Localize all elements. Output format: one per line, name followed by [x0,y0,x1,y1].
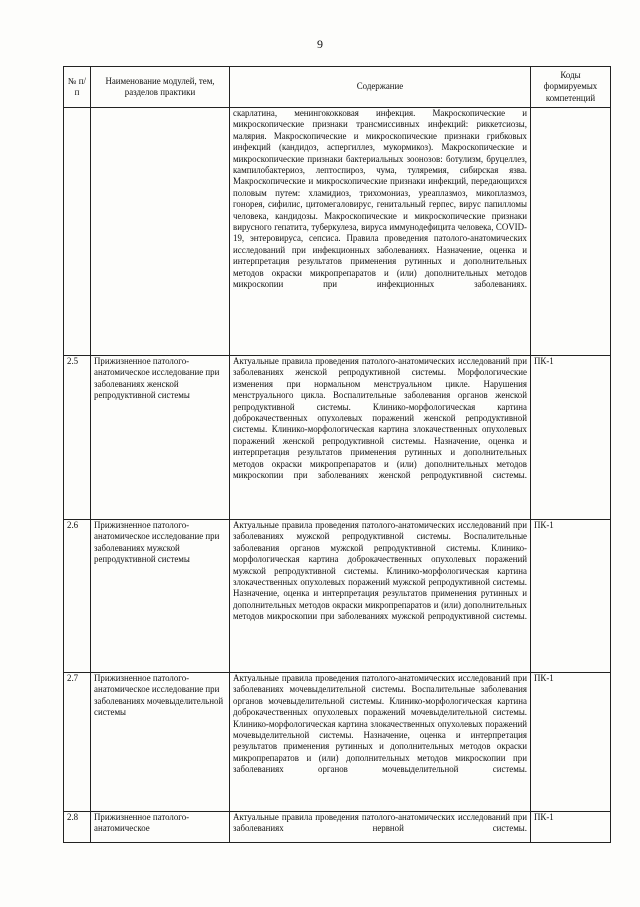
table-row [64,520,611,673]
table-header [64,67,611,108]
row-name: Прижизненное патолого-анатомическое исследование при заболеваниях женской репродуктивной системы [91,356,230,520]
row-content: Актуальные правила проведения патолого-анатомических исследований при заболеваниях мочевыделительной системы. Воспалительные заболевания органов мочевыделительной системы. Клинико-морфологическая картина доброкачественных опухолевых поражений мочевыделительной системы. Клинико-морфологическая картина злокачественных опухолевых поражений мочевыделительной системы. Назначение, оценка и интерпретация результатов применения рутинных и дополнительных методов окраски микропрепаратов и (или) дополнительных методов микроскопии при заболеваниях органов мочевыделительной системы. [230,673,531,812]
curriculum-table [63,66,611,843]
row-content: Актуальные правила проведения патолого-анатомических исследований при заболеваниях нервной системы. [230,812,531,843]
row-name [91,108,230,356]
header-content: Содержание [230,67,531,108]
row-content: Актуальные правила проведения патолого-анатомических исследований при заболеваниях женской репродуктивной системы. Морфологические изменения при нормальном менструальном цикле. Нарушения менструального цикла. Воспалительные заболевания органов женской репродуктивной системы. Клинико-морфологическая картина доброкачественных опухолевых поражений женской репродуктивной системы. Клинико-морфологическая картина злокачественных опухолевых поражений женской репродуктивной системы. Назначение, оценка и интерпретация результатов применения рутинных и дополнительных методов окраски микропрепаратов и (или) дополнительных методов микроскопии при заболеваниях женской репродуктивной системы. [230,356,531,520]
row-codes: ПК-1 [531,520,611,673]
row-num: 2.7 [64,673,91,812]
row-codes [531,108,611,356]
header-num: № п/п [64,67,91,108]
row-content: скарлатина, менингококковая инфекция. Макроскопические и микроскопические признаки трансмиссивных инфекций: риккетсиозы, малярия. Макроскопические и микроскопические признаки грибковых инфекций (кандидоз, аспергиллез, мукормикоз). Макроскопические и микроскопические признаки бактериальных зоонозов: ботулизм, бруцеллез, кампилобактериоз, лептоспироз, чума, туляремия, сибирская язва. Макроскопические и микроскопические признаки инфекций, передающихся половым путем: хламидиоз, трихомониаз, уреаплазмоз, микоплазмоз, гонорея, сифилис, цитомегаловирус, генитальный герпес, вирус папилломы человека, кандидозы. Макроскопические и микроскопические признаки вирусного гепатита, туберкулеза, вируса иммунодефицита человека, COVID-19, энтеровируса, сепсиса. Правила проведения патолого-анатомических исследований при инфекционных заболеваниях. Назначение, оценка и интерпретация результатов применения рутинных и дополнительных методов окраски микропрепаратов и (или) дополнительных методов микроскопии при инфекционных заболеваниях. [230,108,531,356]
table-body [64,108,611,843]
table-row [64,108,611,356]
row-num: 2.5 [64,356,91,520]
row-codes: ПК-1 [531,812,611,843]
table-row [64,673,611,812]
row-name: Прижизненное патолого-анатомическое исследование при заболеваниях мочевыделительной системы [91,673,230,812]
row-codes: ПК-1 [531,673,611,812]
page-number: 9 [317,37,323,51]
table-row [64,812,611,843]
row-num: 2.8 [64,812,91,843]
header-name: Наименование модулей, тем, разделов практики [91,67,230,108]
row-name: Прижизненное патолого-анатомическое [91,812,230,843]
row-name: Прижизненное патолого-анатомическое исследование при заболеваниях мужской репродуктивной системы [91,520,230,673]
header-codes: Коды формируемых компетенций [531,67,611,108]
row-num [64,108,91,356]
row-codes: ПК-1 [531,356,611,520]
table-row [64,356,611,520]
row-num: 2.6 [64,520,91,673]
header-row [64,67,611,108]
row-content: Актуальные правила проведения патолого-анатомических исследований при заболеваниях мужской репродуктивной системы. Воспалительные заболевания органов мужской репродуктивной системы. Клинико-морфологическая картина доброкачественных опухолевых поражений мужской репродуктивной системы. Клинико-морфологическая картина злокачественных опухолевых поражений мужской репродуктивной системы. Назначение, оценка и интерпретация результатов применения рутинных и дополнительных методов окраски микропрепаратов и (или) дополнительных методов микроскопии при заболеваниях мужской репродуктивной системы. [230,520,531,673]
